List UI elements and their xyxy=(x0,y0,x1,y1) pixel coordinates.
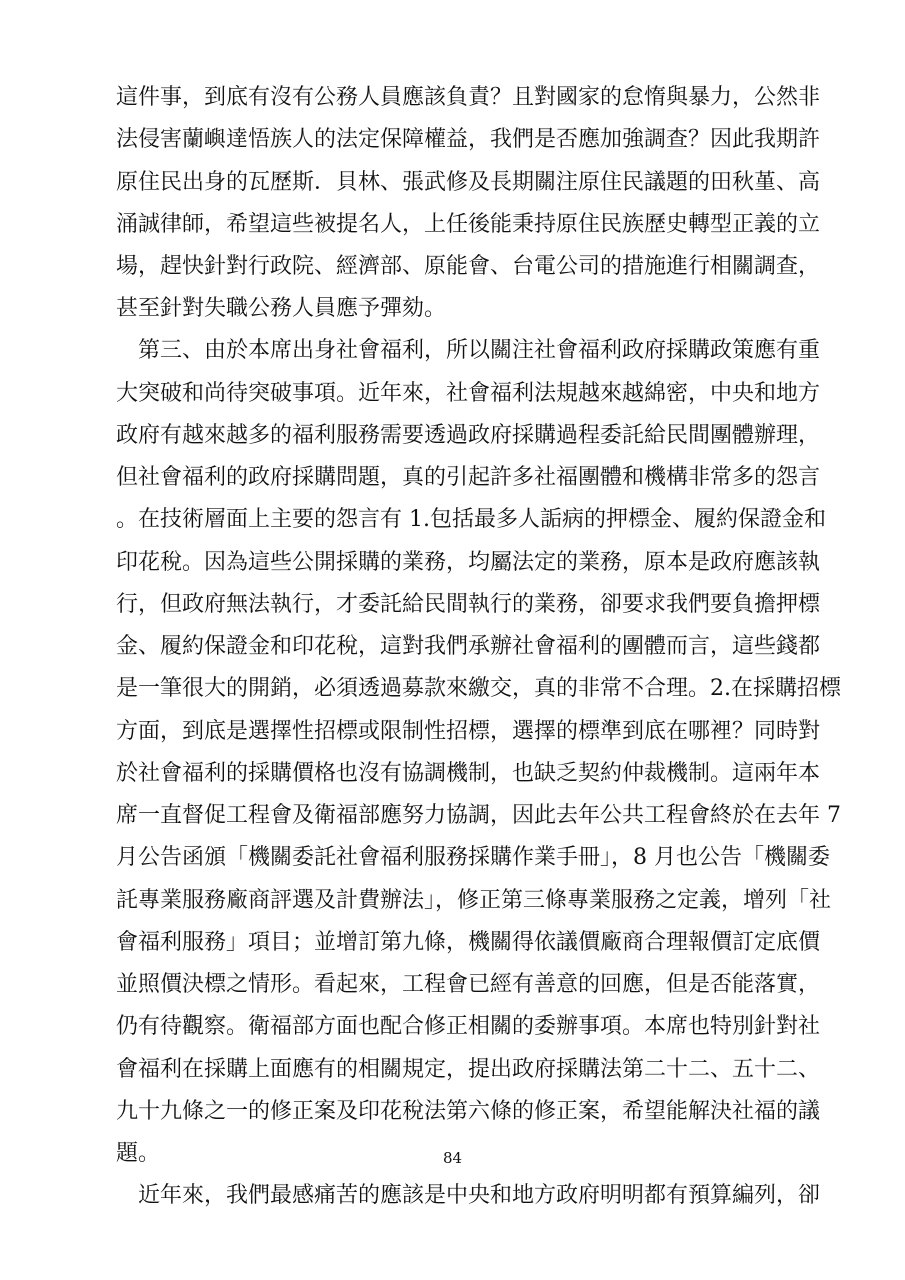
text-line: 於社會福利的採購價格也沒有協調機制，也缺乏契約仲裁機制。這兩年本 xyxy=(116,761,821,786)
paragraph-first-line: 第三、由於本席出身社會福利，所以關注社會福利政府採購政策應有重 xyxy=(138,338,821,363)
text-line: 是一筆很大的開銷，必須透過募款來繳交，真的非常不合理。2.在採購招標 xyxy=(116,676,841,701)
text-line: 這件事，到底有沒有公務人員應該負責？且對國家的怠惰與暴力，公然非 xyxy=(116,85,821,110)
text-line: 託專業服務廠商評選及計費辦法」，修正第三條專業服務之定義，增列「社 xyxy=(116,888,832,913)
text-line: 題。 xyxy=(116,1141,161,1166)
text-line: 大突破和尚待突破事項。近年來，社會福利法規越來越綿密，中央和地方 xyxy=(116,381,821,406)
text-line: 仍有待觀察。衛福部方面也配合修正相關的委辦事項。本席也特別針對社 xyxy=(116,1014,821,1039)
text-line: 方面，到底是選擇性招標或限制性招標，選擇的標準到底在哪裡？同時對 xyxy=(116,719,821,744)
text-line: 月公告函頒「機關委託社會福利服務採購作業手冊」，8 月也公告「機關委 xyxy=(116,845,830,870)
text-line: 但社會福利的政府採購問題，真的引起許多社福團體和機構非常多的怨言 xyxy=(116,465,821,490)
text-line: 場，趕快針對行政院、經濟部、原能會、台電公司的措施進行相關調查， xyxy=(116,254,821,279)
text-line: 。在技術層面上主要的怨言有 1.包括最多人詬病的押標金、履約保證金和 xyxy=(116,507,826,532)
paragraph-first-line: 近年來，我們最感痛苦的應該是中央和地方政府明明都有預算編列，卻 xyxy=(138,1183,821,1208)
text-line: 原住民出身的瓦歷斯．貝林、張武修及長期關注原住民議題的田秋堇、高 xyxy=(116,170,821,195)
text-line: 印花稅。因為這些公開採購的業務，均屬法定的業務，原本是政府應該執 xyxy=(116,550,821,575)
text-line: 行，但政府無法執行，才委託給民間執行的業務，卻要求我們要負擔押標 xyxy=(116,592,821,617)
text-line: 金、履約保證金和印花稅，這對我們承辦社會福利的團體而言，這些錢都 xyxy=(116,634,821,659)
text-line: 會福利服務」項目；並增訂第九條，機關得依議價廠商合理報價訂定底價 xyxy=(116,930,821,955)
text-line: 並照價決標之情形。看起來，工程會已經有善意的回應，但是否能落實， xyxy=(116,972,821,997)
text-line: 政府有越來越多的福利服務需要透過政府採購過程委託給民間團體辦理， xyxy=(116,423,821,448)
text-line: 九十九條之一的修正案及印花稅法第六條的修正案，希望能解決社福的議 xyxy=(116,1099,821,1124)
text-line: 席一直督促工程會及衛福部應努力協調，因此去年公共工程會終於在去年 7 xyxy=(116,803,841,828)
text-line: 法侵害蘭嶼達悟族人的法定保障權益，我們是否應加強調查？因此我期許 xyxy=(116,127,821,152)
text-line: 甚至針對失職公務人員應予彈劾。 xyxy=(116,296,447,321)
text-line: 涌誠律師，希望這些被提名人，上任後能秉持原住民族歷史轉型正義的立 xyxy=(116,212,821,237)
text-line: 會福利在採購上面應有的相關規定，提出政府採購法第二十二、五十二、 xyxy=(116,1057,821,1082)
page-number: 84 xyxy=(442,1149,463,1167)
